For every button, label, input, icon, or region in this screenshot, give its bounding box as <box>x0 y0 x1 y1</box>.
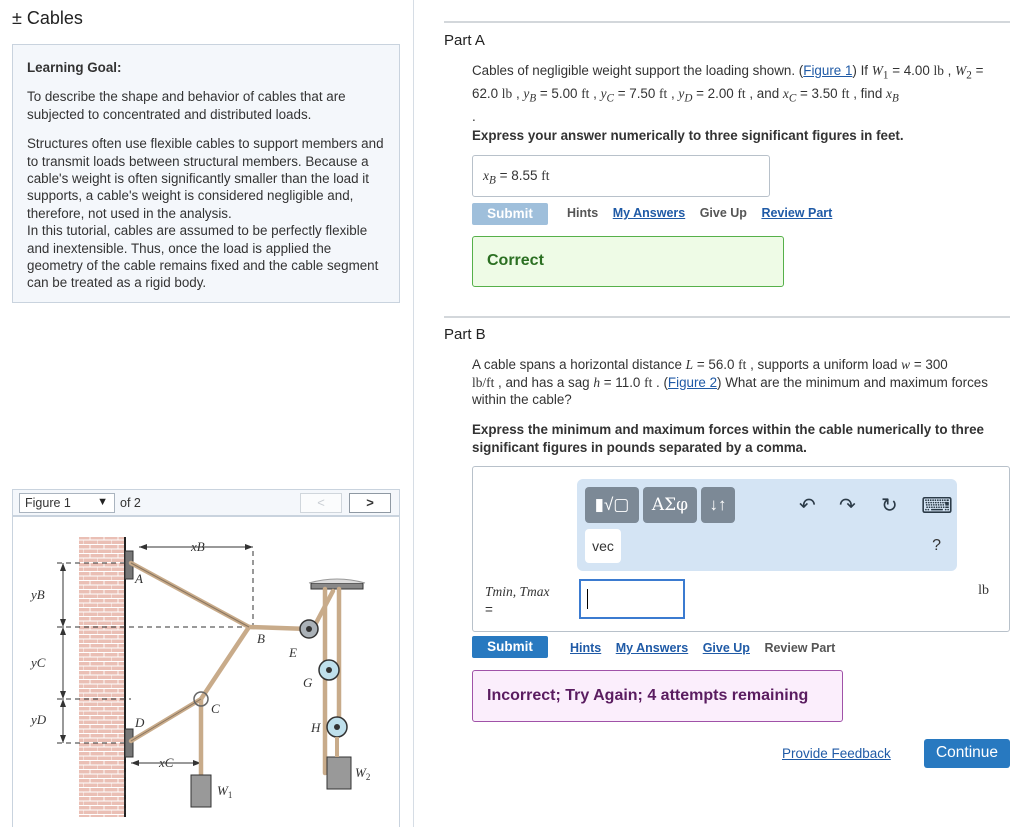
part-b-incorrect-feedback: Incorrect; Try Again; 4 attempts remaining <box>472 670 843 722</box>
label-W2: $W_2$ <box>355 765 371 782</box>
page-title: ± Cables <box>12 8 83 28</box>
label-E: E <box>289 645 297 660</box>
figure-navigation-bar <box>12 489 400 516</box>
part-a-submit-button[interactable]: Submit <box>472 203 548 225</box>
figure-select[interactable] <box>19 493 115 513</box>
greek-symbols-button[interactable]: ΑΣφ <box>643 487 697 523</box>
label-W1: $W_1$ <box>217 783 233 800</box>
figure-count: of 2 <box>120 496 141 510</box>
part-a-review-part-link[interactable]: Review Part <box>761 206 833 220</box>
vector-button[interactable]: vec <box>585 529 621 563</box>
learning-goal-box <box>12 44 400 303</box>
continue-button[interactable]: Continue <box>924 739 1010 768</box>
next-figure-button[interactable]: > <box>349 493 391 513</box>
part-b-answer-label: Tmin, Tmax = <box>485 584 550 617</box>
label-C: C <box>211 701 220 716</box>
part-b-answer-editor <box>472 466 1010 632</box>
part-a-instruction: Express your answer numerically to three significant figures in feet. <box>472 128 904 143</box>
learning-goal-text-2: Structures often use flexible cables to support members and to transmit loads between structural members. Because a cable's weight is often significantly smaller than the load it supports, a cable's weight is considered negligible and, therefore, not used in the analysis. <box>27 136 384 221</box>
caret-down-icon: ▼ <box>97 496 108 508</box>
left-panel <box>0 0 414 827</box>
templates-button[interactable]: ▮√▢ <box>585 487 639 523</box>
keyboard-icon[interactable]: ⌨ <box>921 493 953 518</box>
part-a-title: Part A <box>444 32 485 49</box>
part-b-instruction: Express the minimum and maximum forces within the cable numerically to three significant figures in pounds separated by a comma. <box>472 422 984 455</box>
brick-wall <box>79 537 125 817</box>
text-cursor <box>587 589 588 609</box>
label-yB: yB <box>31 587 45 602</box>
part-a-question: Cables of negligible weight support the loading shown. (Figure 1) If $W_1 = 4.00$ lb , $W_2 = 62.0$ lb , $y_B = 5.00$ ft , $y_C = 7.50$ ft , $y_D = 2.00$ ft , and $x_C = 3.50$ ft , find $x_B$ . <box>472 63 984 125</box>
cable-figure <box>13 517 399 827</box>
label-xB: xB <box>191 539 205 554</box>
part-b-question: A cable spans a horizontal distance L = 56.0 ft , supports a uniform load w = 300 lb/ft , and has a sag h = 11.0 ft . (Figure 2) What are the minimum and maximum forces within the cable? <box>472 357 988 407</box>
right-panel <box>414 0 1024 827</box>
label-D: D <box>135 715 145 730</box>
help-button[interactable]: ? <box>932 537 941 554</box>
provide-feedback-link[interactable]: Provide Feedback <box>782 746 891 761</box>
part-b-give-up-link[interactable]: Give Up <box>702 641 750 655</box>
undo-icon[interactable]: ↶ <box>799 495 816 517</box>
previous-figure-button[interactable]: < <box>300 493 342 513</box>
part-b-submit-button[interactable]: Submit <box>472 636 548 658</box>
learning-goal-text-1: To describe the shape and behavior of cables that are subjected to concentrated and distributed loads. <box>27 89 346 122</box>
figure-area <box>12 516 400 827</box>
learning-goal-text-3: In this tutorial, cables are assumed to be perfectly flexible and inextensible. Thus, once the load is applied the geometry of the cable remains fixed and the cable segment can be treated as a rigid body. <box>27 223 379 291</box>
part-a-correct-feedback: Correct <box>472 236 784 287</box>
figure-1-link[interactable]: Figure 1 <box>803 63 853 78</box>
part-a-give-up[interactable]: Give Up <box>699 206 747 220</box>
part-b-my-answers-link[interactable]: My Answers <box>615 641 689 655</box>
figure-2-link[interactable]: Figure 2 <box>667 374 718 390</box>
label-yD: yD <box>31 712 47 727</box>
part-b-answer-unit: lb <box>978 583 989 598</box>
part-b-review-part[interactable]: Review Part <box>764 641 836 655</box>
learning-goal-heading: Learning Goal: <box>27 60 122 75</box>
divider <box>444 316 1010 318</box>
part-a-answer-display: $x_B = 8.55$ ft <box>472 155 770 197</box>
part-a-answer-value: = 8.55 <box>495 168 542 183</box>
label-B: B <box>257 631 265 646</box>
label-H: H <box>311 720 321 735</box>
reset-icon[interactable]: ↻ <box>881 495 898 517</box>
label-yC: yC <box>31 655 46 670</box>
math-toolbar <box>577 479 957 571</box>
part-b-links <box>570 641 846 655</box>
arrows-button[interactable]: ↓↑ <box>701 487 735 523</box>
part-a-links <box>567 206 843 220</box>
part-a-my-answers-link[interactable]: My Answers <box>612 206 686 220</box>
part-b-answer-input[interactable] <box>579 579 685 619</box>
part-b-title: Part B <box>444 326 486 343</box>
figure-select-value: Figure 1 <box>25 496 71 510</box>
part-b-hints-link[interactable]: Hints <box>570 641 602 655</box>
label-G: G <box>303 675 313 690</box>
label-xC: xC <box>159 755 174 770</box>
part-a-hints[interactable]: Hints <box>567 206 599 220</box>
label-A: A <box>135 571 143 586</box>
redo-icon[interactable]: ↷ <box>839 495 856 517</box>
divider <box>444 21 1010 23</box>
